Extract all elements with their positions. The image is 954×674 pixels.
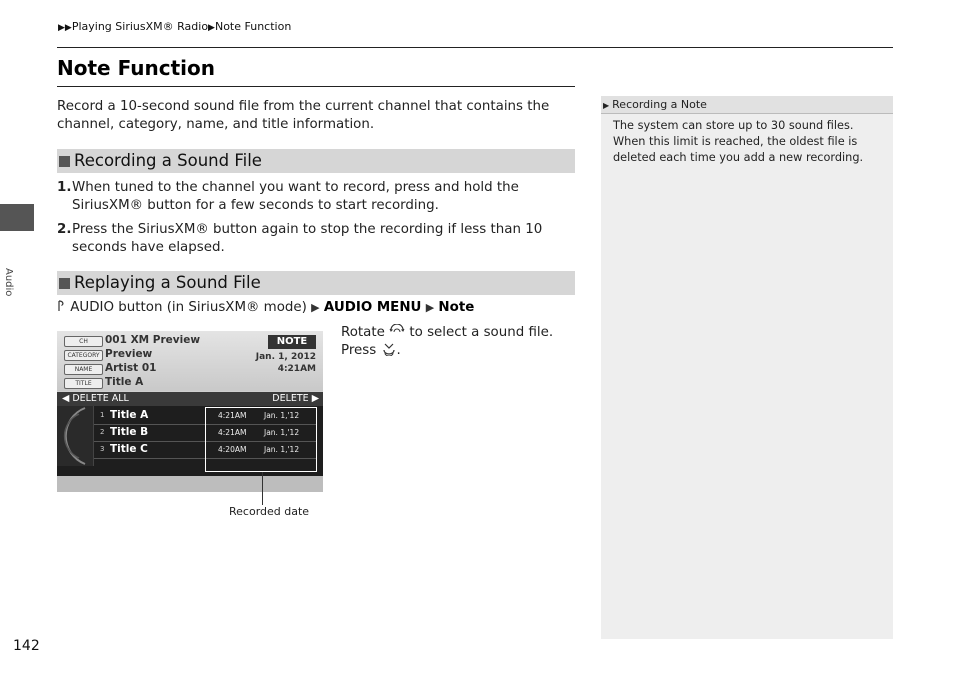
row-date: Jan. 1,'12 (264, 411, 300, 420)
row-date: Jan. 1,'12 (264, 445, 300, 454)
path-note: Note (438, 300, 475, 315)
arrow-icon: ▶ (311, 301, 320, 314)
recorded-date-label: Recorded date (229, 505, 310, 518)
category-value: Preview (105, 348, 153, 360)
page-number: 142 (13, 638, 40, 654)
intro-paragraph: Record a 10-second sound file from the current channel that contains the channel, category, name, and title information. (57, 99, 550, 132)
menu-path (57, 300, 474, 315)
ch-tag: CH (64, 336, 103, 347)
recorded-date-highlight (205, 407, 317, 472)
row-title: Title B (110, 426, 149, 438)
square-bullet-icon (59, 156, 70, 167)
note-mode-label: NOTE (268, 335, 316, 349)
path-prefix: AUDIO button (in SiriusXM® mode) (70, 300, 307, 315)
header-divider (57, 47, 893, 48)
delete-button[interactable]: DELETE ▶ (272, 393, 319, 404)
title-divider (57, 86, 575, 87)
home-button-icon (57, 300, 66, 312)
row-time: 4:21AM (218, 428, 247, 437)
name-value: Artist 01 (105, 362, 157, 374)
row-index: 3 (100, 445, 105, 453)
square-bullet-icon (59, 278, 70, 289)
name-tag: NAME (64, 364, 103, 375)
breadcrumb (58, 20, 291, 33)
callout-line (262, 472, 263, 505)
instruction-text: . (396, 343, 401, 358)
dial-arc-icon (57, 406, 93, 466)
page-title: Note Function (57, 56, 215, 80)
category-tag: CATEGORY (64, 350, 103, 361)
sidebar-heading (601, 96, 893, 114)
row-title: Title C (110, 443, 148, 455)
channel-value: 001 XM Preview (105, 334, 201, 346)
row-time: 4:21AM (218, 411, 247, 420)
title-value: Title A (105, 376, 144, 388)
list-dial-graphic (57, 406, 94, 466)
replaying-section-heading (57, 271, 575, 295)
step-number: 2. (57, 222, 72, 237)
sidebar-panel (601, 96, 893, 639)
arrow-icon: ▶ (425, 301, 435, 314)
section-tab-label: Audio (3, 268, 14, 297)
sidebar-heading-text: Recording a Note (612, 98, 707, 111)
row-date: Jan. 1,'12 (264, 428, 300, 437)
row-title: Title A (110, 409, 149, 421)
title-tag: TITLE (64, 378, 103, 389)
step-1 (57, 179, 577, 215)
step-text: Press the SiriusXM® button again to stop the recording if less than 10 seconds have elapsed. (72, 222, 543, 255)
path-audio-menu: AUDIO MENU (323, 300, 422, 315)
step-text: When tuned to the channel you want to record, press and hold the SiriusXM® button for a few seconds to start recording. (72, 180, 519, 213)
replaying-heading-text: Replaying a Sound File (74, 273, 261, 292)
row-index: 2 (100, 428, 105, 436)
double-triangle-icon: ▶▶ (58, 23, 72, 33)
instruction-text: Rotate (341, 325, 385, 340)
section-tab[interactable] (0, 204, 34, 231)
rotate-knob-icon (389, 324, 405, 338)
row-time: 4:20AM (218, 445, 247, 454)
triangle-icon: ▶ (208, 23, 215, 33)
press-knob-icon (381, 342, 397, 356)
step-2 (57, 221, 577, 257)
delete-all-button[interactable]: ◀ DELETE ALL (62, 393, 129, 404)
screen-footer (57, 476, 323, 492)
recording-heading-text: Recording a Sound File (74, 151, 262, 170)
breadcrumb-item-radio[interactable]: Playing SiriusXM® Radio (71, 20, 209, 33)
breadcrumb-item-note[interactable]: Note Function (214, 20, 292, 33)
step-number: 1. (57, 180, 72, 195)
screen-date: Jan. 1, 2012 (255, 352, 316, 362)
sidebar-body: The system can store up to 30 sound files. When this limit is reached, the oldest file is deleted each time you add a new recording. (613, 119, 864, 164)
replay-instruction (341, 324, 579, 360)
reference-arrow-icon: ▶ (603, 101, 610, 110)
recording-section-heading (57, 149, 575, 173)
screen-time: 4:21AM (277, 364, 316, 374)
instruction-text: to select a sound file. Press (341, 325, 554, 358)
row-index: 1 (100, 411, 105, 419)
delete-bar (57, 392, 323, 406)
